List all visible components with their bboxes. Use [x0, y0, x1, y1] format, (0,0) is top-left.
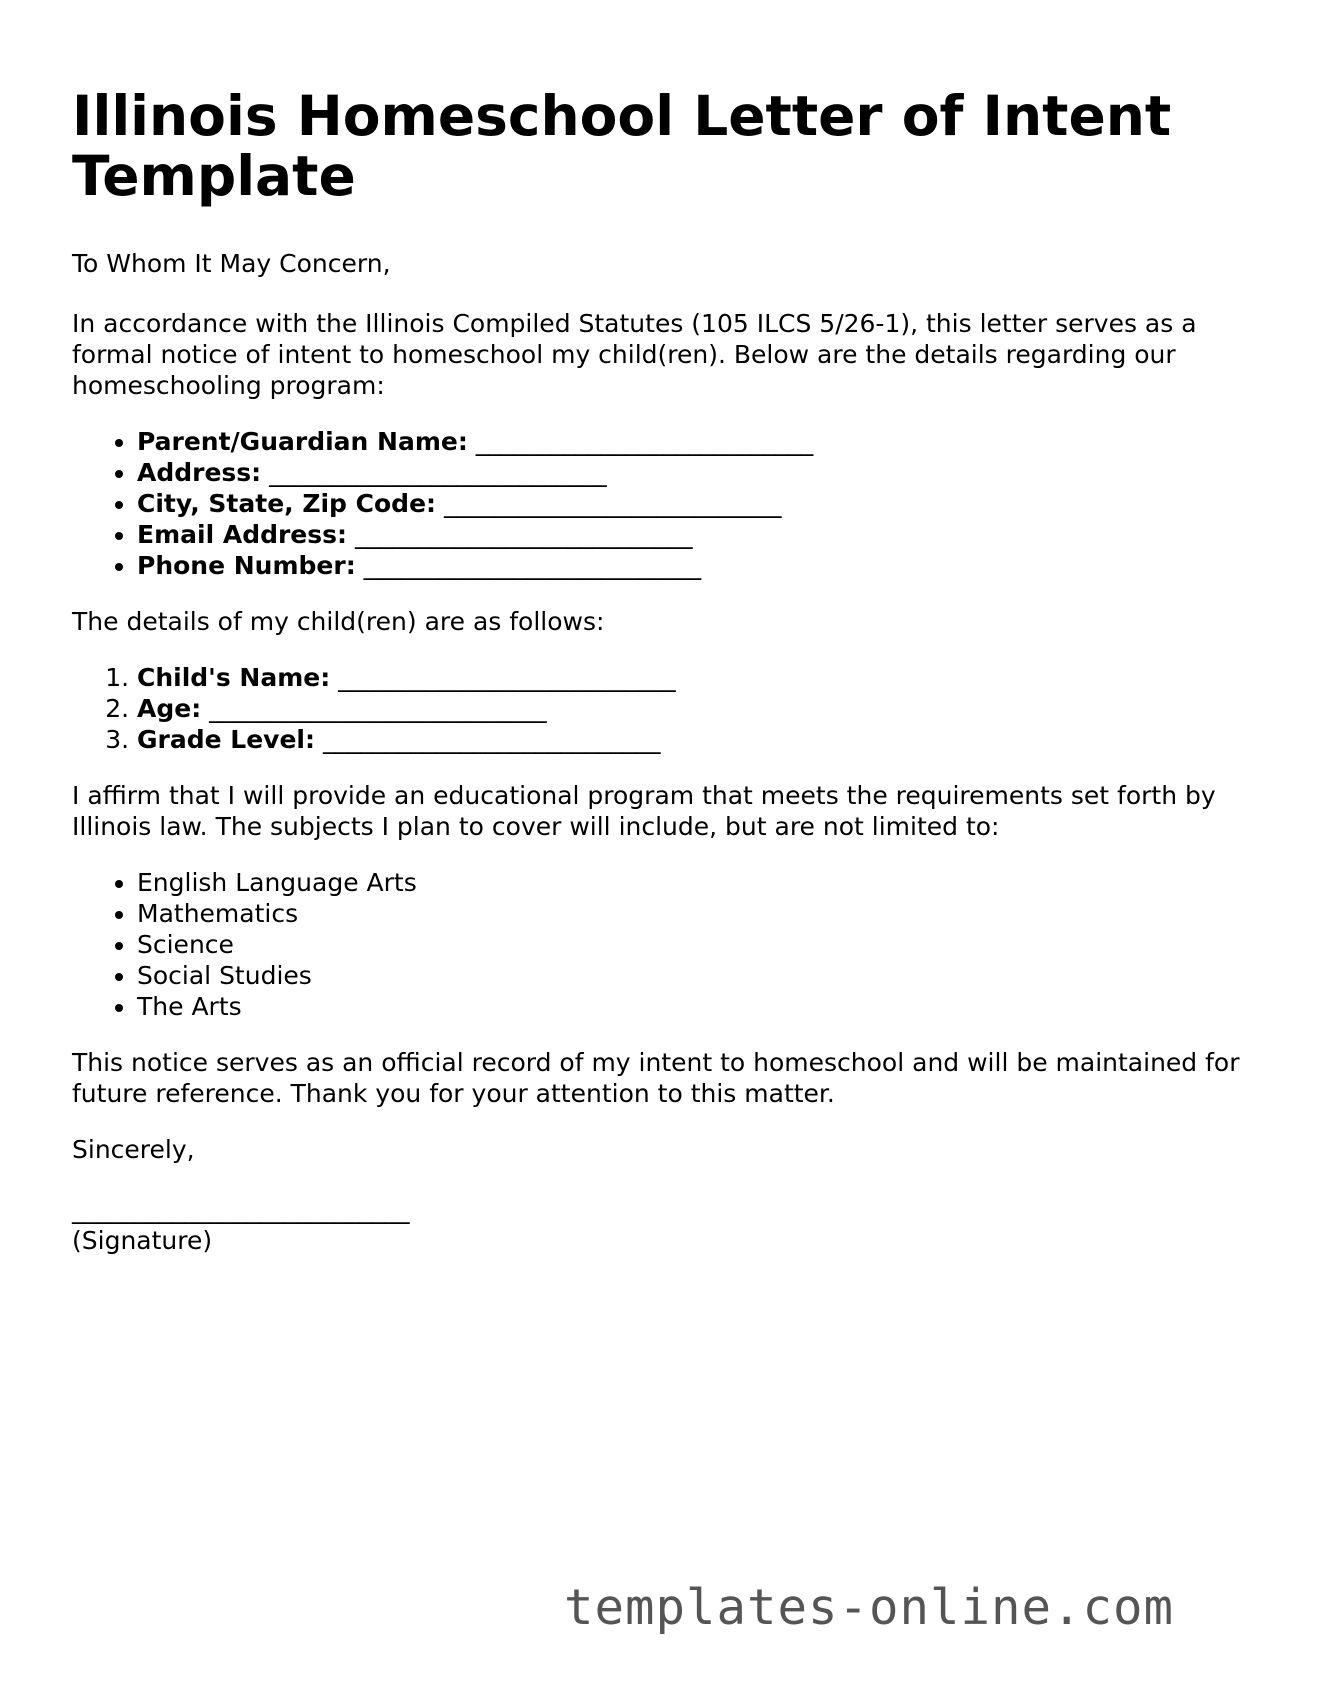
signature-caption: (Signature) [72, 1226, 213, 1255]
signoff: Sincerely, [72, 1135, 195, 1164]
list-item [137, 426, 1252, 457]
salutation: To Whom It May Concern, [72, 249, 391, 278]
signature-block [72, 1134, 1252, 1256]
list-item: • Social Studies [137, 960, 1252, 991]
list-item: • Mathematics [137, 898, 1252, 929]
children-intro: The details of my child(ren) are as follows: [72, 607, 605, 636]
parent-details-list [72, 426, 1252, 581]
fill-in-blank: ___________________________ [322, 725, 661, 754]
fill-in-blank: ___________________________ [338, 663, 676, 692]
list-item [137, 550, 1252, 581]
field-label: Phone Number: [137, 551, 356, 580]
list-item [137, 693, 1252, 724]
fill-in-blank: ___________________________ [209, 694, 547, 723]
fill-in-blank: ___________________________ [354, 520, 693, 549]
fill-in-blank: ___________________________ [443, 489, 782, 518]
list-item [137, 457, 1252, 488]
list-item [137, 662, 1252, 693]
list-item: • Science [137, 929, 1252, 960]
intro-paragraph: In accordance with the Illinois Compiled Statutes (105 ILCS 5/26-1), this letter serves as a formal notice of intent to homeschool my child(ren). Below are the details regarding our homeschooling program: [72, 309, 1197, 400]
subjects-list [72, 867, 1252, 1022]
field-label: Child's Name: [137, 663, 331, 692]
fill-in-blank: ___________________________ [363, 551, 702, 580]
document-page [72, 86, 1252, 1256]
watermark-text: templates-online.com [563, 1579, 1174, 1636]
list-item: • English Language Arts [137, 867, 1252, 898]
field-label: Age: [137, 694, 202, 723]
fill-in-blank: ___________________________ [269, 458, 607, 487]
list-item [137, 488, 1252, 519]
field-label: Email Address: [137, 520, 348, 549]
list-item [137, 519, 1252, 550]
affirmation-paragraph: I affirm that I will provide an educational program that meets the requirements set forth by Illinois law. The subjects I plan to cover will include, but are not limited to: [72, 781, 1216, 841]
closing-paragraph: This notice serves as an official record of my intent to homeschool and will be maintained for future reference. Thank you for your attention to this matter. [72, 1048, 1240, 1108]
fill-in-blank: ___________________________ [475, 427, 814, 456]
field-label: Grade Level: [137, 725, 315, 754]
field-label: City, State, Zip Code: [137, 489, 437, 518]
list-item: • The Arts [137, 991, 1252, 1022]
document-title: Illinois Homeschool Letter of Intent Template [72, 84, 1172, 208]
child-details-list [72, 662, 1252, 755]
list-item [137, 724, 1252, 755]
field-label: Parent/Guardian Name: [137, 427, 468, 456]
field-label: Address: [137, 458, 262, 487]
signature-line: ___________________________ [72, 1195, 410, 1224]
